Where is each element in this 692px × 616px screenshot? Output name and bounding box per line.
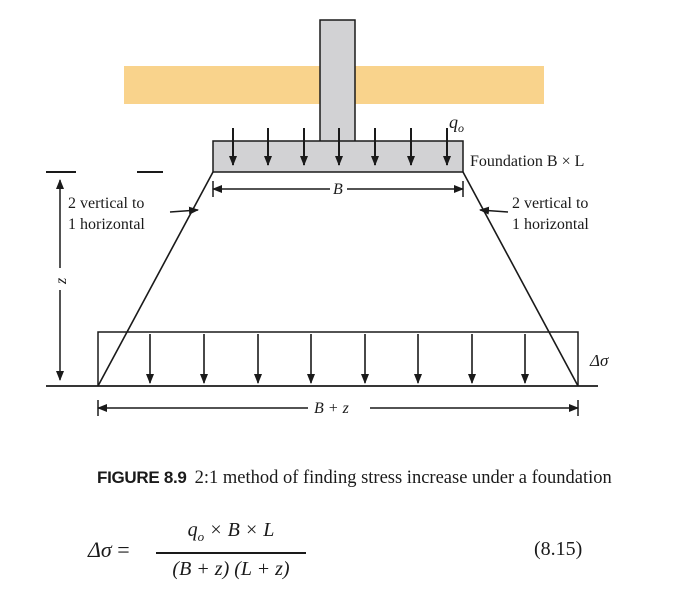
equation-number: (8.15) — [534, 538, 583, 560]
load-intensity-label: $q_o$ — [449, 112, 464, 135]
slope-label-left-line2: 1 horizontal — [68, 216, 145, 233]
depth-z-label: z — [53, 277, 70, 284]
figure-number: FIGURE 8.9 — [97, 468, 187, 487]
equation-lhs — [88, 537, 130, 563]
equation-lhs-symbol: Δσ — [88, 537, 112, 562]
equation-denominator: (B + z) (L + z) — [172, 557, 290, 580]
equation-numerator: $q_o \times B \times L$ — [187, 519, 275, 544]
slope-label-right-line2: 1 horizontal — [512, 216, 589, 233]
figure-caption — [97, 466, 612, 489]
slope-pointer-left — [170, 210, 198, 212]
stress-increase-arrows — [150, 334, 525, 383]
stress-increase-block — [98, 332, 578, 386]
foundation-label: Foundation B × L — [470, 153, 585, 170]
base-width-label: B + z — [314, 400, 349, 417]
equation-fraction — [156, 517, 306, 582]
stress-equation — [88, 517, 328, 587]
width-b-label: B — [333, 181, 343, 198]
fraction-bar — [156, 552, 306, 554]
slope-label-left-line1: 2 vertical to — [68, 195, 145, 212]
caption-text: 2:1 method of finding stress increase under a foundation — [194, 468, 612, 488]
equation-equals: = — [117, 537, 130, 562]
stress-increase-label: Δσ — [590, 351, 609, 370]
column — [320, 20, 355, 142]
slope-label-right-line1: 2 vertical to — [512, 195, 589, 212]
